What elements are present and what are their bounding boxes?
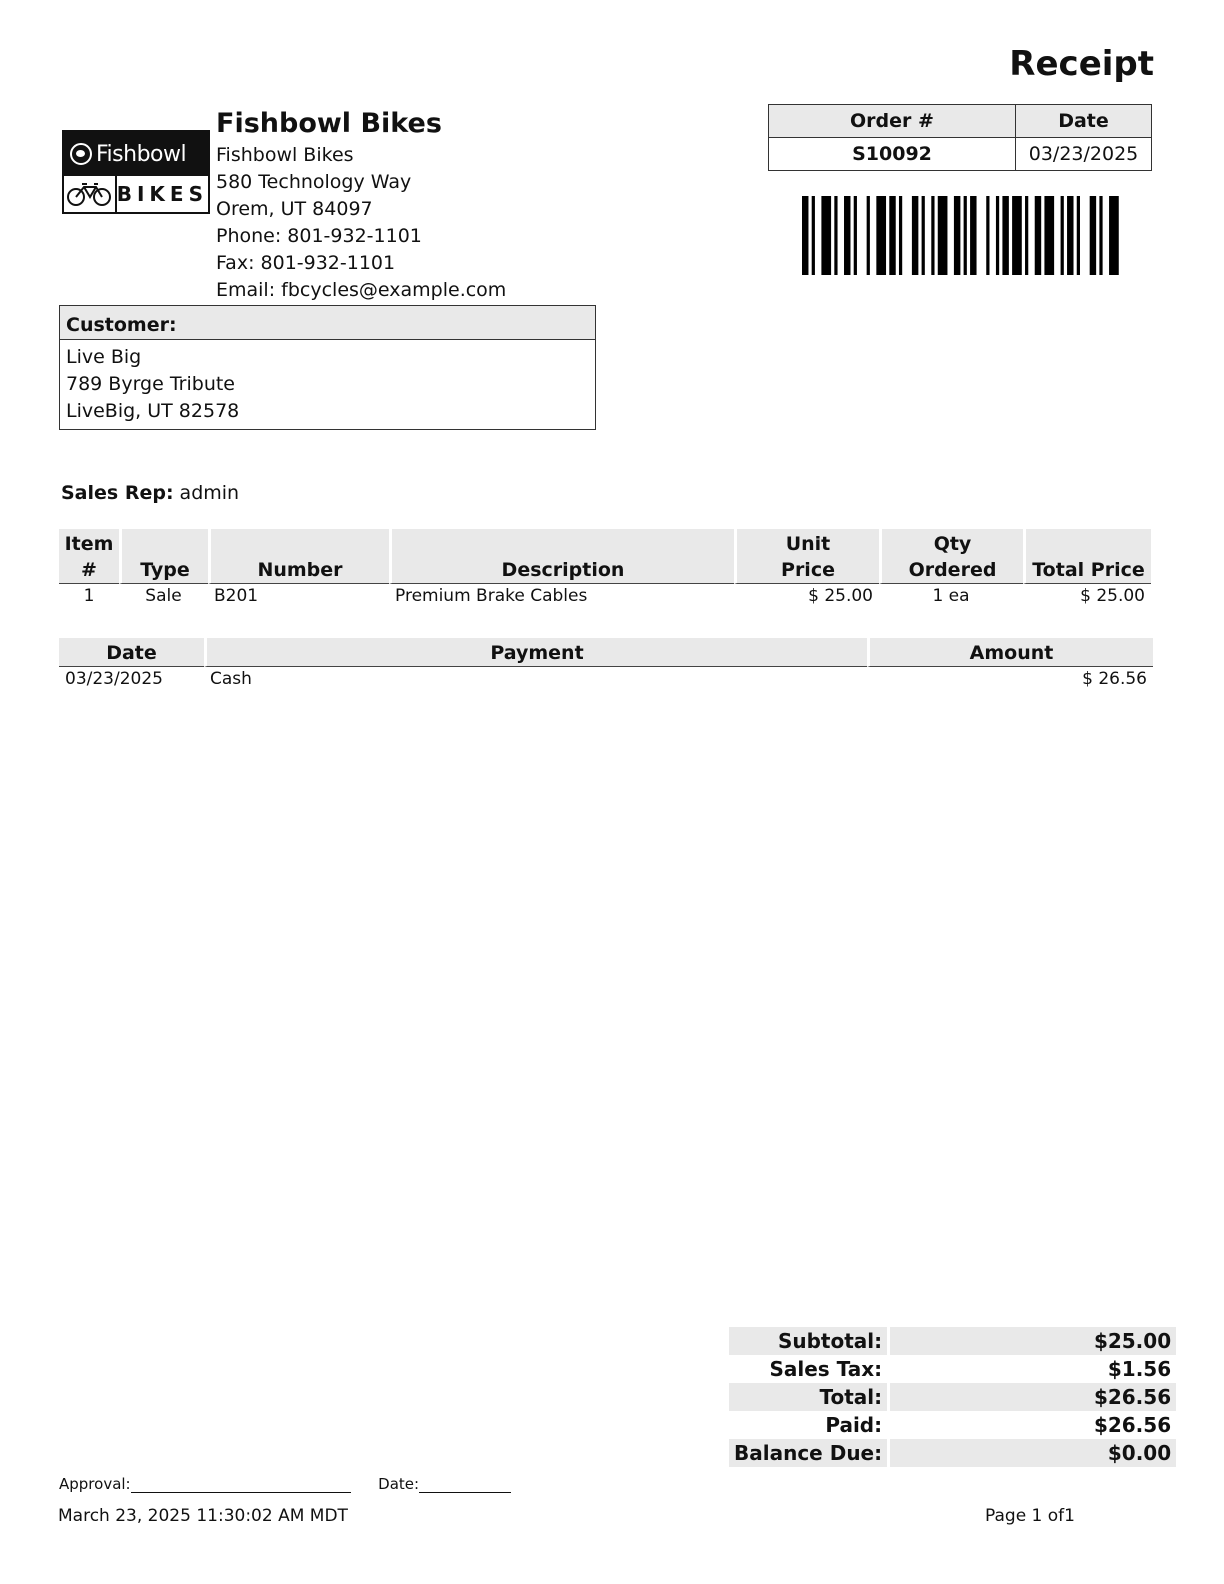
description-cell: Premium Brake Cables xyxy=(395,586,588,606)
barcode-bar xyxy=(876,196,886,275)
barcode-bar xyxy=(970,196,976,275)
logo-bottom-band xyxy=(64,176,208,212)
barcode-bar xyxy=(938,196,948,275)
payment-method-cell: Cash xyxy=(210,669,252,689)
order-number-value: S10092 xyxy=(769,138,1016,171)
payment-amount-cell: $ 26.56 xyxy=(1082,669,1147,689)
customer-address2: LiveBig, UT 82578 xyxy=(66,400,240,422)
company-fax: Fax: 801-932-1101 xyxy=(216,252,396,274)
col-total-price: Total Price xyxy=(1023,529,1151,584)
approval-label: Approval: xyxy=(59,1475,131,1493)
sales-rep-value: admin xyxy=(179,482,240,504)
col-unit-line2: Price xyxy=(781,559,835,581)
qty-cell: 1 ea xyxy=(932,586,970,606)
customer-address1: 789 Byrge Tribute xyxy=(66,373,235,395)
approval-date-line xyxy=(419,1492,511,1493)
barcode-bar xyxy=(1077,196,1080,275)
col-item-line2: # xyxy=(81,559,97,581)
number-cell: B201 xyxy=(214,586,259,606)
total-value: $26.56 xyxy=(890,1383,1176,1411)
barcode-bar xyxy=(854,196,857,275)
bicycle-icon xyxy=(64,176,117,212)
company-info xyxy=(216,106,506,304)
footer-timestamp: March 23, 2025 11:30:02 AM MDT xyxy=(58,1506,348,1526)
barcode-bar xyxy=(899,196,902,275)
col-item-line1: Item xyxy=(64,533,114,555)
barcode-bar xyxy=(834,196,837,275)
col-unit-price xyxy=(734,529,879,584)
total-label: Total: xyxy=(729,1383,890,1411)
col-qty-line2: Ordered xyxy=(908,559,997,581)
balance-due-value: $0.00 xyxy=(890,1439,1176,1467)
balance-due-label: Balance Due: xyxy=(729,1439,890,1467)
col-number: Number xyxy=(208,529,389,584)
customer-label: Customer: xyxy=(60,306,595,340)
barcode-bar xyxy=(931,196,934,275)
unit-price-cell: $ 25.00 xyxy=(808,586,873,606)
barcode-bar xyxy=(889,196,895,275)
barcode-bar xyxy=(912,196,918,275)
company-name-heading: Fishbowl Bikes xyxy=(216,108,442,139)
items-table xyxy=(59,529,1151,608)
logo-word-top: Fishbowl xyxy=(96,141,187,167)
customer-box xyxy=(59,305,596,430)
total-price-cell: $ 25.00 xyxy=(1080,586,1145,606)
fish-icon xyxy=(70,143,92,165)
col-payment-date: Date xyxy=(59,638,204,667)
approval-line xyxy=(59,1475,511,1493)
barcode-bar xyxy=(1061,196,1064,275)
type-cell: Sale xyxy=(145,586,182,606)
paid-label: Paid: xyxy=(729,1411,890,1439)
company-name: Fishbowl Bikes xyxy=(216,144,354,166)
col-type: Type xyxy=(119,529,208,584)
col-amount: Amount xyxy=(867,638,1153,667)
paid-value: $26.56 xyxy=(1093,1413,1172,1437)
col-description: Description xyxy=(389,529,734,584)
sales-rep xyxy=(61,482,239,504)
barcode xyxy=(802,196,1122,275)
barcode-bar xyxy=(1002,196,1008,275)
logo-top-band xyxy=(64,132,208,176)
customer-name: Live Big xyxy=(66,346,142,368)
order-info-table xyxy=(768,104,1152,171)
company-address1: 580 Technology Way xyxy=(216,171,412,193)
company-email: Email: fbcycles@example.com xyxy=(216,279,507,301)
barcode-bar xyxy=(1099,196,1102,275)
balance-due-row xyxy=(729,1439,1176,1467)
subtotal-row xyxy=(729,1327,1176,1355)
barcode-bar xyxy=(867,196,870,275)
order-number-label: Order # xyxy=(769,105,1016,138)
approval-date-label: Date: xyxy=(378,1475,420,1493)
payment-date-cell: 03/23/2025 xyxy=(65,669,163,689)
barcode-bar xyxy=(1012,196,1022,275)
subtotal-label: Subtotal: xyxy=(729,1327,890,1355)
barcode-bar xyxy=(1035,196,1041,275)
subtotal-value: $25.00 xyxy=(890,1327,1176,1355)
order-date-value: 03/23/2025 xyxy=(1016,138,1152,171)
barcode-bar xyxy=(812,196,815,275)
item-cell: 1 xyxy=(83,586,95,606)
barcode-bar xyxy=(802,196,808,275)
barcode-bar xyxy=(1090,196,1096,275)
col-unit-line1: Unit xyxy=(785,533,831,555)
barcode-bar xyxy=(1044,196,1054,275)
company-phone: Phone: 801-932-1101 xyxy=(216,225,422,247)
barcode-bar xyxy=(844,196,850,275)
payments-table xyxy=(59,638,1153,691)
total-row xyxy=(729,1383,1176,1411)
sales-rep-label: Sales Rep: xyxy=(61,482,174,504)
barcode-bar xyxy=(1025,196,1028,275)
sales-tax-row xyxy=(729,1355,1176,1383)
col-qty xyxy=(879,529,1023,584)
col-payment: Payment xyxy=(204,638,867,667)
table-row xyxy=(59,667,1153,691)
barcode-bar xyxy=(996,196,999,275)
document-title: Receipt xyxy=(1009,44,1154,84)
barcode-bar xyxy=(922,196,925,275)
totals-table xyxy=(729,1327,1176,1467)
approval-signature-line xyxy=(131,1492,351,1493)
footer-page-number: Page 1 of1 xyxy=(985,1506,1075,1526)
barcode-bar xyxy=(1067,196,1073,275)
barcode-bar xyxy=(1109,196,1119,275)
sales-tax-value: $1.56 xyxy=(1107,1357,1172,1381)
order-date-label: Date xyxy=(1016,105,1152,138)
table-row xyxy=(59,584,1151,608)
col-item xyxy=(59,529,119,584)
company-address2: Orem, UT 84097 xyxy=(216,198,373,220)
logo-word-bottom: BIKES xyxy=(116,182,208,206)
company-logo xyxy=(62,130,210,214)
sales-tax-label: Sales Tax: xyxy=(729,1355,890,1383)
barcode-bar xyxy=(986,196,989,275)
paid-row xyxy=(729,1411,1176,1439)
barcode-bar xyxy=(964,196,967,275)
col-qty-line1: Qty xyxy=(933,533,972,555)
barcode-bar xyxy=(954,196,960,275)
barcode-bar xyxy=(821,196,831,275)
